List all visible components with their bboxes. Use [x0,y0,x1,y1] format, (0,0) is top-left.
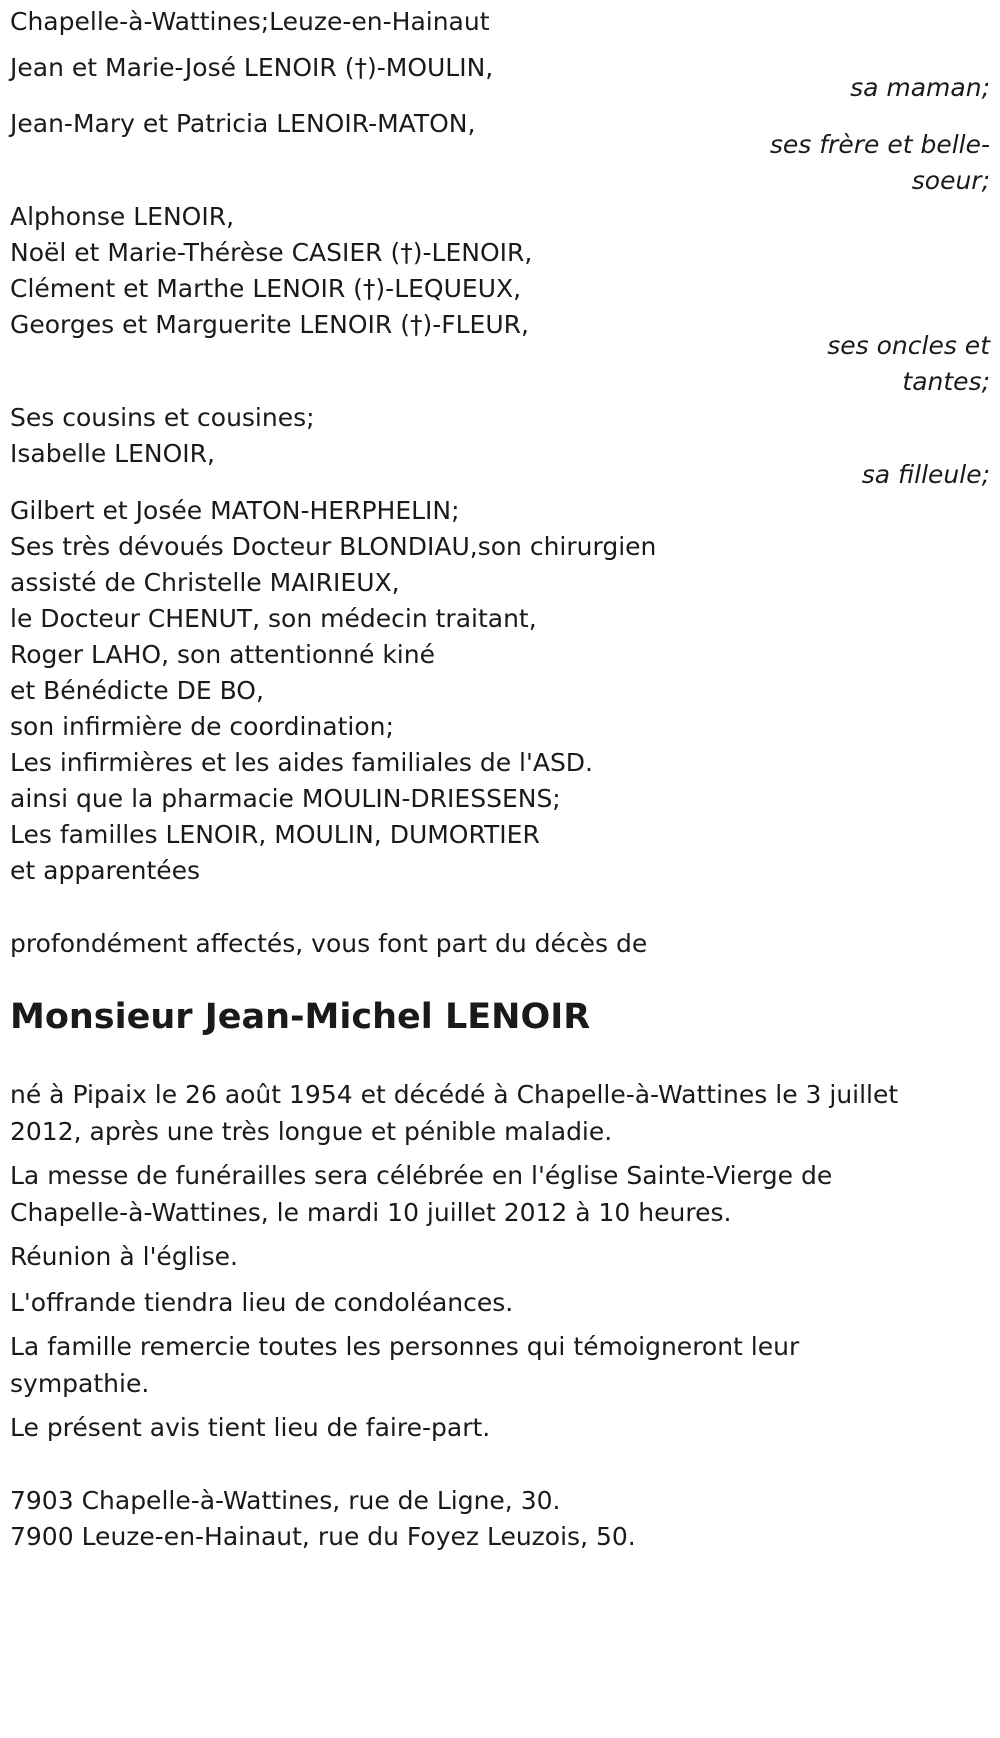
goddaughter-role: sa filleule; [861,460,990,489]
funeral-mass-line: La messe de funérailles sera célébrée en l'église Sainte-Vierge de [10,1161,833,1190]
others-line: et apparentées [10,856,201,885]
mother-line: Jean et Marie-José LENOIR (†)-MOULIN, [10,53,494,82]
goddaughter-line: Isabelle LENOIR, [10,439,215,468]
notice-line: Le présent avis tient lieu de faire-part. [10,1413,491,1442]
others-line: Roger LAHO, son attentionné kiné [10,640,435,669]
uncles-role-line1: ses oncles et [827,331,990,360]
uncle-line: Clément et Marthe LENOIR (†)-LEQUEUX, [10,274,522,303]
birth-line: 2012, après une très longue et pénible maladie. [10,1117,613,1146]
uncles-role-line2: tantes; [902,367,990,396]
meeting-line: Réunion à l'église. [10,1242,238,1271]
thanks-line: sympathie. [10,1369,150,1398]
cousins-line: Ses cousins et cousines; [10,403,315,432]
others-line: assisté de Christelle MAIRIEUX, [10,568,400,597]
funeral-mass-line: Chapelle-à-Wattines, le mardi 10 juillet 2012 à 10 heures. [10,1198,732,1227]
address-line: 7903 Chapelle-à-Wattines, rue de Ligne, 30. [10,1486,561,1515]
uncle-line: Alphonse LENOIR, [10,202,235,231]
siblings-role-line1: ses frère et belle- [769,130,990,159]
address-line: 7900 Leuze-en-Hainaut, rue du Foyez Leuzois, 50. [10,1522,636,1551]
siblings-role-line2: soeur; [911,166,990,195]
others-line: ainsi que la pharmacie MOULIN-DRIESSENS; [10,784,561,813]
others-line: le Docteur CHENUT, son médecin traitant, [10,604,537,633]
birth-line: né à Pipaix le 26 août 1954 et décédé à Chapelle-à-Wattines le 3 juillet [10,1080,899,1109]
uncle-line: Noël et Marie-Thérèse CASIER (†)-LENOIR, [10,238,533,267]
others-line: Les familles LENOIR, MOULIN, DUMORTIER [10,820,540,849]
siblings-line: Jean-Mary et Patricia LENOIR-MATON, [10,109,476,138]
thanks-line: La famille remercie toutes les personnes qui témoigneront leur [10,1332,800,1361]
others-line: Gilbert et Josée MATON-HERPHELIN; [10,496,460,525]
deceased-name: Monsieur Jean-Michel LENOIR [10,997,591,1037]
location-header: Chapelle-à-Wattines;Leuze-en-Hainaut [10,7,490,36]
others-line: et Bénédicte DE BO, [10,676,264,705]
mother-role: sa maman; [850,73,990,102]
others-line: Les infirmières et les aides familiales de l'ASD. [10,748,594,777]
offering-line: L'offrande tiendra lieu de condoléances. [10,1288,514,1317]
uncle-line: Georges et Marguerite LENOIR (†)-FLEUR, [10,310,529,339]
announcement-line: profondément affectés, vous font part du décès de [10,929,648,958]
others-line: son infirmière de coordination; [10,712,394,741]
others-line: Ses très dévoués Docteur BLONDIAU,son chirurgien [10,532,657,561]
